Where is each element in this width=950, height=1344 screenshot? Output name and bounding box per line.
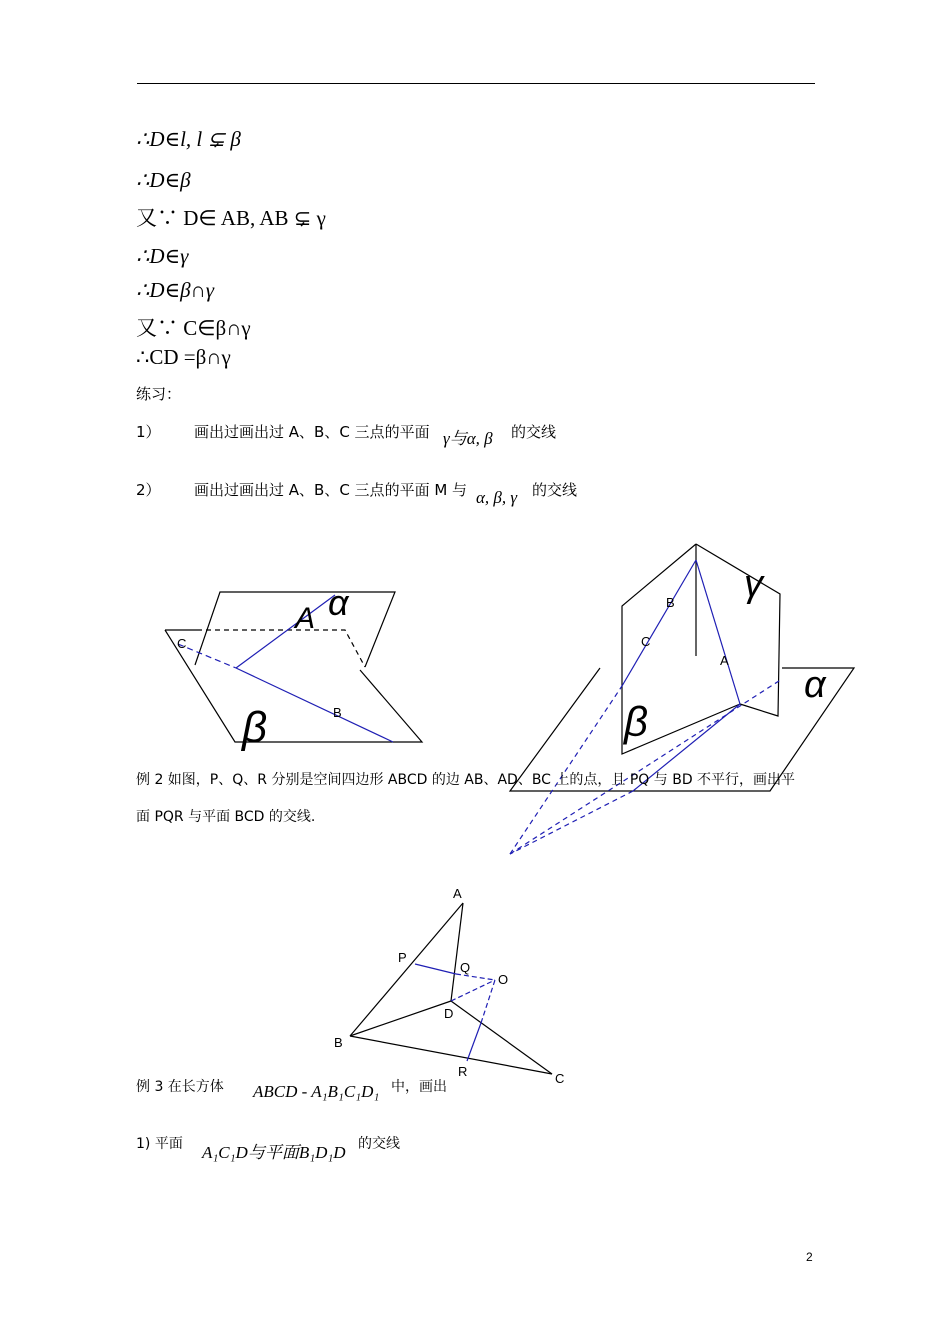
dashed-do bbox=[451, 980, 495, 1001]
exercise-1-tail: 的交线 bbox=[511, 423, 557, 441]
segment-pq bbox=[415, 964, 456, 974]
example-3-item-1-tail: 的交线 bbox=[358, 1136, 400, 1152]
label-R: R bbox=[458, 1064, 468, 1079]
exercise-1-number: 1） bbox=[136, 423, 161, 441]
label-Q: Q bbox=[460, 960, 471, 975]
example-3-item-1-math: A₁C₁D与平面B₁D₁D bbox=[202, 1143, 346, 1162]
exercise-1-math: γ与α, β bbox=[443, 429, 493, 448]
exercise-2-math: α, β, γ bbox=[476, 488, 518, 507]
line-to-a bbox=[236, 595, 335, 668]
proof-line-5: ∴D∈β∩γ bbox=[136, 278, 214, 302]
example-2-line-1: 例 2 如图，P、Q、R 分别是空间四边形 ABCD 的边 AB、AD、BC 上的点，且 PQ 与 BD 不平行，画出平 bbox=[136, 772, 796, 788]
figure-tetrahedron-abcd bbox=[330, 880, 580, 1090]
dashed-ro bbox=[481, 980, 495, 1023]
label-C: C bbox=[177, 636, 187, 651]
proof-line-7: ∴CD =β∩γ bbox=[136, 345, 231, 369]
proof-line-4: ∴D∈γ bbox=[136, 244, 189, 268]
exercise-2-number: 2） bbox=[136, 481, 161, 499]
example-3-prefix: 例 3 在长方体 bbox=[136, 1079, 224, 1095]
exercise-2-text: 画出过画出过 A、B、C 三点的平面 M 与 bbox=[194, 481, 468, 499]
segment-r bbox=[467, 1023, 481, 1061]
proof-line-3: 又∵ D∈ AB, AB ⊊ γ bbox=[136, 206, 326, 230]
label-alpha: α bbox=[328, 582, 349, 623]
label-A: A bbox=[453, 886, 462, 901]
exercise-1-text: 画出过画出过 A、B、C 三点的平面 bbox=[194, 423, 430, 441]
proof-line-6: 又∵ C∈β∩γ bbox=[136, 316, 251, 340]
label-D: D bbox=[444, 1006, 454, 1021]
example-3-math: ABCD - A₁B₁C₁D₁ bbox=[253, 1082, 380, 1101]
label-A: A bbox=[720, 653, 729, 668]
page-number: 2 bbox=[806, 1250, 813, 1264]
label-A: A bbox=[295, 602, 316, 635]
label-O: O bbox=[498, 972, 509, 987]
example-3-suffix: 中，画出 bbox=[391, 1079, 447, 1095]
exercise-heading: 练习： bbox=[136, 385, 182, 403]
edge-bc bbox=[350, 1036, 552, 1074]
label-B: B bbox=[333, 705, 342, 720]
line-ba bbox=[696, 560, 740, 704]
label-alpha: α bbox=[804, 664, 826, 706]
line-bc bbox=[622, 560, 696, 686]
figure-planes-alpha-beta-gamma bbox=[500, 538, 860, 860]
exercise-2-tail: 的交线 bbox=[532, 481, 578, 499]
label-P: P bbox=[398, 950, 407, 965]
label-B: B bbox=[666, 595, 675, 610]
label-C: C bbox=[555, 1071, 565, 1086]
label-C: C bbox=[641, 634, 651, 649]
figure-planes-alpha-beta bbox=[150, 580, 440, 755]
example-2-line-2: 面 PQR 与平面 BCD 的交线. bbox=[136, 809, 316, 825]
proof-line-2: ∴D∈β bbox=[136, 168, 191, 192]
plane-gamma-outline bbox=[696, 544, 780, 716]
label-beta: β bbox=[242, 703, 268, 752]
label-gamma: γ bbox=[744, 563, 763, 605]
plane-beta-outline bbox=[165, 630, 422, 742]
edge-ad bbox=[451, 903, 463, 1001]
label-B: B bbox=[334, 1035, 343, 1050]
proof-line-1: ∴D∈l, l ⊊ β bbox=[136, 127, 241, 151]
example-3-item-1-number: 1) 平面 bbox=[136, 1136, 183, 1152]
header-rule bbox=[137, 83, 815, 84]
dashed-line-3 bbox=[510, 791, 633, 854]
label-beta: β bbox=[624, 698, 648, 745]
